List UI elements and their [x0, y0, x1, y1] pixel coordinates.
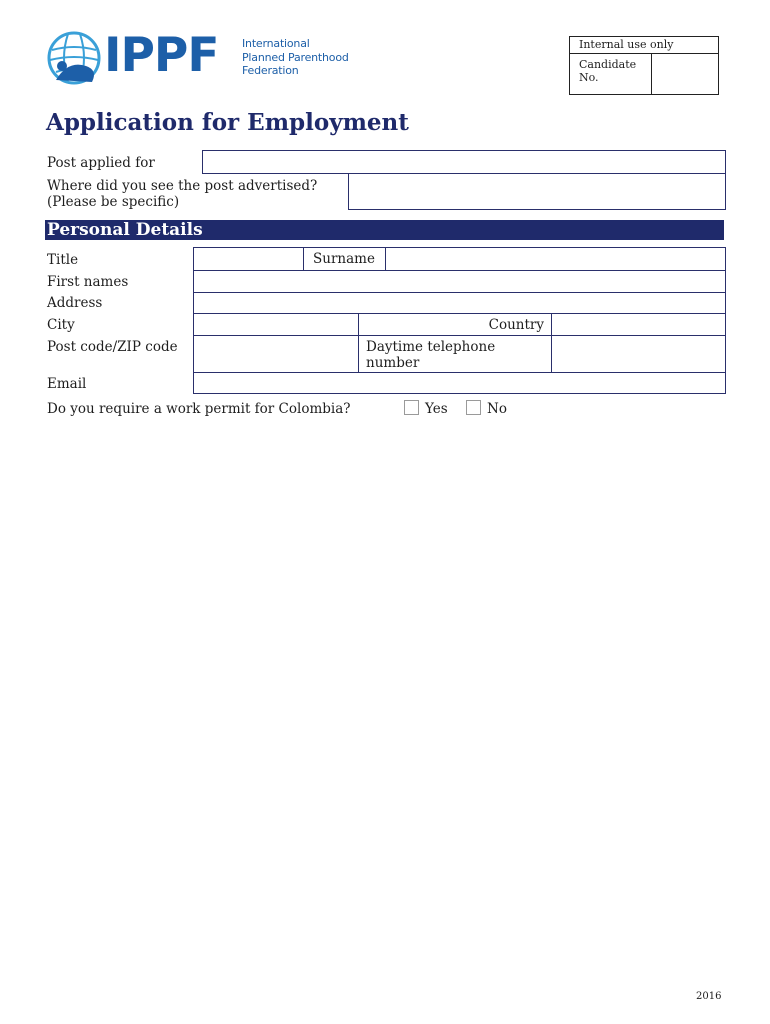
surname-field[interactable]	[385, 247, 726, 271]
surname-label-cell	[303, 247, 386, 271]
city-field[interactable]	[193, 313, 359, 336]
work-permit-yes-label: Yes	[425, 401, 448, 417]
globe-figure-icon	[46, 30, 104, 86]
work-permit-question: Do you require a work permit for Colombia?	[47, 401, 351, 417]
country-label: Country	[488, 317, 544, 333]
work-permit-no-label: No	[487, 401, 507, 417]
work-permit-no-checkbox[interactable]	[466, 400, 481, 415]
first-names-label: First names	[47, 274, 129, 290]
internal-use-heading: Internal use only	[570, 37, 718, 54]
phone-label: Daytime telephone number	[366, 339, 496, 371]
email-label: Email	[47, 376, 87, 392]
address-field[interactable]	[193, 292, 726, 314]
advertised-field[interactable]	[348, 173, 726, 210]
advertised-label: Where did you see the post advertised? (Please be specific)	[47, 178, 318, 210]
title-label: Title	[47, 252, 79, 268]
candidate-number-field[interactable]	[652, 55, 718, 94]
work-permit-yes-checkbox[interactable]	[404, 400, 419, 415]
phone-field[interactable]	[551, 335, 726, 373]
page-title: Application for Employment	[46, 109, 409, 136]
candidate-no-label: Candidate No.	[579, 58, 637, 84]
email-field[interactable]	[193, 372, 726, 394]
phone-label-cell	[358, 335, 552, 373]
footer-year: 2016	[696, 991, 722, 1002]
country-field[interactable]	[551, 313, 726, 336]
internal-use-box	[569, 36, 719, 95]
personal-details-heading: Personal Details	[45, 220, 724, 240]
country-label-cell	[358, 313, 552, 336]
post-applied-field[interactable]	[202, 150, 726, 174]
city-label: City	[47, 317, 75, 333]
postcode-label: Post code/ZIP code	[47, 339, 178, 355]
address-label: Address	[47, 295, 103, 311]
post-applied-label: Post applied for	[47, 155, 155, 171]
postcode-field[interactable]	[193, 335, 359, 373]
logo-wordmark: IPPF	[104, 28, 219, 83]
logo-subtitle: International Planned Parenthood Federation	[242, 37, 349, 77]
first-names-field[interactable]	[193, 270, 726, 293]
surname-label: Surname	[313, 251, 375, 267]
title-field[interactable]	[193, 247, 304, 271]
